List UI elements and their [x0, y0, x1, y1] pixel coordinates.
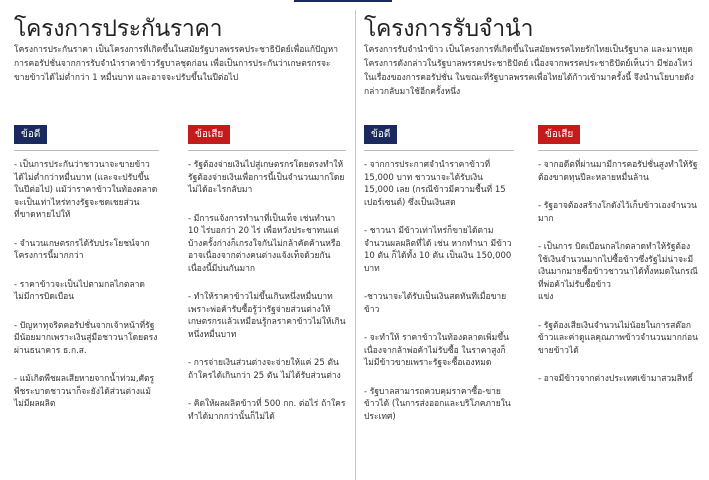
panel-title: โครงการรับจำนำ: [364, 16, 534, 42]
cons-badge: ข้อเสีย: [188, 125, 230, 144]
cons-badge: ข้อเสีย: [538, 125, 580, 144]
pros-list: [364, 159, 514, 423]
panel-intro: โครงการรับจำนำข้าว เป็นโครงการที่เกิดขึ้นในสมัยพรรคไทยรักไทยเป็นรัฐบาล และมาหยุดโครงการดังกล่าวในรัฐบาลพรรคประชาธิปัตย์ เนื่องจากพรรคประชาธิปัตย์เห็นว่า มีช่องโหว่ในเรื่องของการคอรัปชั่น ในขณะที่รัฐบาลพรรคเพื่อไทยได้ก้าวเข้ามาครั้งนี้ จึงนำนโยบายดังกล่าวกลับมาใช้อีกครั้งหนึ่ง: [364, 45, 694, 97]
list-item: - มีการแจ้งการทำนาที่เป็นเท็จ เช่นทำนา 10 ไร่บอกว่า 20 ไร่ เพื่อหวังประชาทนแต่บ้างครั้งก่างก็เกรงใจกันไม่กล้าคัดค้านหรืออาจเนื่องจากต่างคนต่างแจ้งเท็จด้วยกัน เนื่องนี้มีบ่นกันมาก: [188, 213, 341, 274]
list-item: - จากการประกาศจำนำราคาข้าวที่ 15,000 บาท ชาวนาจะได้รับเงิน 15,000 เลย (กรณีข้าวมีความชื้นที่ 15 เปอร์เซนต์) ซึ่งเป็นเงินสด: [364, 160, 506, 208]
list-item: - รัฐต้องเสียเงินจำนวนไม่น้อยในการสต๊อกข้าวและค่าดูแลคุณภาพข้าวจำนวนมากก่อนขายข้าวได้: [538, 320, 698, 356]
list-item: -ชาวนาจะได้รับเป็นเงินสดทันทีเมื่อขายข้าว: [364, 292, 507, 315]
top-bar-accent: [294, 0, 392, 2]
list-item: - รัฐต้องจ่ายเงินไปสู่เกษตรกรโดยตรงทำให้รัฐต้องจ่ายเงินเพื่อการนี้เป็นจำนวนมากโดยไม่ได้อะไรกลับมา: [188, 160, 345, 195]
cons-divider: [188, 150, 346, 151]
cons-list: [538, 159, 698, 386]
top-bar: [0, 0, 709, 3]
list-item: - เป็นการ บิดเบือนกลไกตลาดทำให้รัฐต้องใช้เงินจำนวนมากไปซื้อข้าวซึ่งรัฐไม่น่าจะมีเงินมากมายซื้อข้าวชาวนาได้ทั้งหมดในกรณีที่พ่อค้าไม่รับซื้อข้าว แข่ง: [538, 242, 698, 302]
list-item: - จะทำให้ ราคาข้าวในท้องตลาดเพิ่มขึ้น เนื่องจากล้าพ่อค้าไม่รับซื้อ ในราคาสูงก็ไม่มีข้าวขายเพราะรัฐจะซื้อเองหมด: [364, 333, 509, 368]
panel-intro: โครงการประกันราคา เป็นโครงการที่เกิดขึ้นในสมัยรัฐบาลพรรคประชาธิปัตย์เพื่อแก้ปัญหาการคอรัปชั่นจากการรับจำนำราคาข้าวรัฐบาลชุดก่อน เพื่อเป็นการประกันว่าเกษตรกรจะขายข้าวได้ไม่ต่ำกว่า 1 หมื่นบาท และอาจจะปรับขึ้นในปีต่อไป: [14, 45, 338, 83]
list-item: - การจ่ายเงินส่วนต่างจะจ่ายให้แค่ 25 ตัน ถ้าใครได้เกินกว่า 25 ตัน ไม่ได้รับส่วนต่าง: [188, 358, 341, 381]
cons-column: [538, 122, 698, 402]
list-item: - คิดให้ผลผลิตข้าวที่ 500 กก. ต่อไร่ ถ้าใครทำได้มากกว่านั้นก็ไม่ได้: [188, 399, 346, 422]
list-item: - จากอดีตที่ผ่านมามีการคอรัปชั่นสูงทำให้รัฐต้องขาดทุนปีละหลายหมื่นล้าน: [538, 160, 698, 183]
cons-column: [188, 122, 346, 439]
list-item: - แม้เกิดพืชผลเสียหายจากน้ำท่วม,ศัตรูพืชระบาดชาวนาก็จะยังได้ส่วนต่างแม้ไม่มีผลผลิต: [14, 374, 155, 409]
list-item: - ปัญหาทุจริตคอรัปชั่นจากเจ้าหน้าที่รัฐมีน้อยมากเพราะเงินสู่มือชาวนาโดยตรงผ่านธนาคาร ธ.ก.ส.: [14, 320, 158, 356]
list-item: - จำนวนเกษตรกรได้รับประโยชน์จากโครงการนี้มากกว่า: [14, 238, 150, 261]
list-item: - รัฐอาจต้องสร้างโกดังไว้เก็บข้าวเองจำนวนมาก: [538, 201, 697, 224]
pros-column: [364, 122, 514, 439]
pros-column: [14, 122, 159, 427]
pros-list: [14, 159, 159, 411]
panel-title: โครงการประกันราคา: [14, 16, 223, 42]
list-item: - ทำให้ราคาข้าวไม่ขึ้นเกินหนึ่งหมื่นบาทเพราะพ่อค้ารับซื้อรู้ว่ารัฐจ่ายส่วนต่างให้เกษตรกรแล้วเหมือนรู้กลราคาข้าวไม่ให้เกินหนึ่งหมื่นบาท: [188, 292, 346, 340]
cons-list: [188, 159, 346, 423]
list-item: - ราคาข้าวจะเป็นไปตามกลไกตลาดไม่มีการบิดเบือน: [14, 279, 145, 302]
pros-divider: [14, 150, 159, 151]
column-divider: [355, 10, 356, 480]
list-item: - เป็นการประกันว่าชาวนาจะขายข้าวได้ไม่ต่ำกว่าหมื่นบาท (และจะปรับขึ้นในปีต่อไป) แม้ว่าราคาข้าวในท้องตลาดจะเป็นเท่าไหร่ทางรัฐจะชดเชยส่วน ที่ขาดหายไปให้: [14, 160, 158, 220]
list-item: - รัฐบาลสามารถควบคุมราคาซื้อ-ขายข้าวได้ (ในการส่งออกและบริโภคภายในประเทศ): [364, 386, 511, 422]
pros-badge: ข้อดี: [364, 125, 397, 144]
pros-badge: ข้อดี: [14, 125, 47, 144]
list-item: - อาจมีข้าวจากต่างประเทศเข้ามาสวมสิทธิ์: [538, 374, 693, 384]
cons-divider: [538, 150, 698, 151]
list-item: - ชาวนา มีข้าวเท่าไหร่ก็ขายได้ตามจำนวนผลผลิตที่ได้ เช่น หากทำนา มีข้าว 10 ตัน ก็ได้ทั้ง 10 ตัน เป็นเงิน 150,000 บาท: [364, 226, 512, 274]
pros-divider: [364, 150, 514, 151]
